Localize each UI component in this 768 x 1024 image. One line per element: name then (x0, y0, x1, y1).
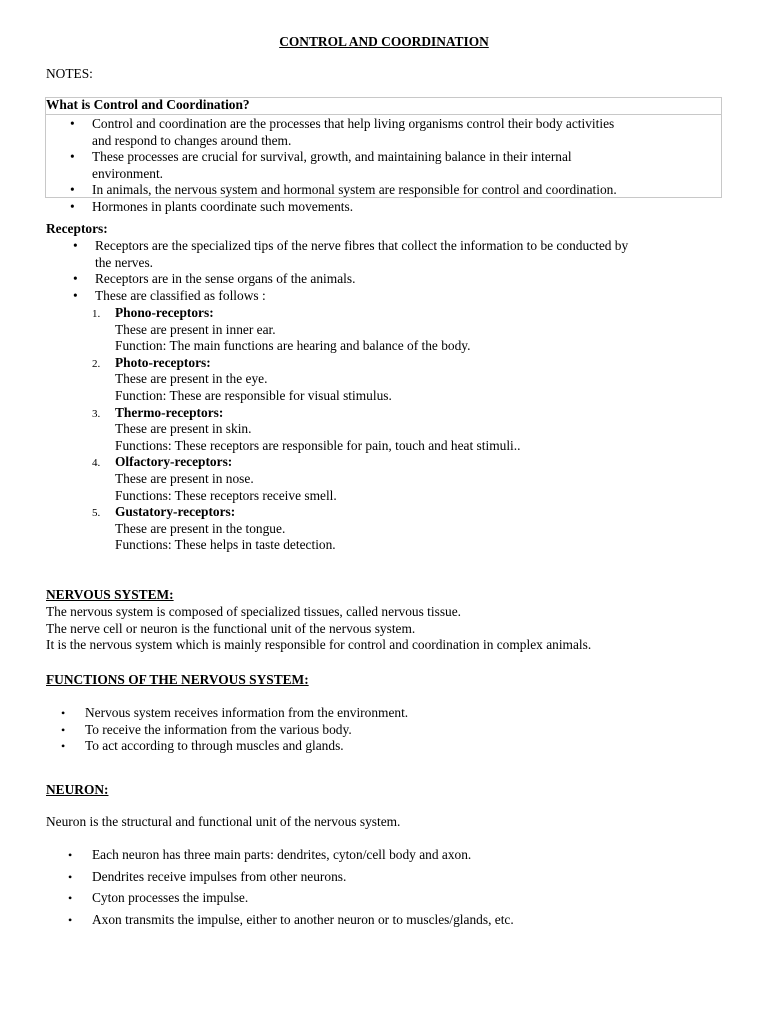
list-item (73, 271, 725, 288)
list-item (68, 890, 732, 907)
list-item-text: In animals, the nervous system and hormonal system are responsible for control and coordination. (92, 182, 617, 198)
receptor-name: Gustatory-receptors: (115, 504, 236, 520)
list-item (70, 149, 722, 182)
list-item (61, 705, 725, 722)
receptor-function: Function: These are responsible for visual stimulus. (115, 387, 392, 403)
receptor-location: These are present in nose. (115, 470, 254, 486)
list-item-text: the nerves. (95, 254, 154, 270)
neuron-intro: Neuron is the structural and functional unit of the nervous system. (46, 814, 401, 829)
receptor-name: Photo-receptors: (115, 354, 211, 370)
receptor-function: Functions: These receptors receive smell. (115, 487, 337, 503)
document-title: CONTROL AND COORDINATION (279, 34, 489, 49)
receptor-type-item (92, 454, 715, 504)
list-item (70, 182, 722, 199)
list-item-text: These are classified as follows : (95, 287, 266, 303)
receptor-function: Functions: These receptors are responsible for pain, touch and heat stimuli.. (115, 437, 521, 453)
list-item (61, 721, 725, 739)
paragraph-line: The nervous system is composed of specialized tissues, called nervous tissue. (46, 604, 462, 619)
list-item-text: environment. (92, 165, 164, 181)
nervous-system-heading: NERVOUS SYSTEM: (46, 587, 174, 602)
bullet-icon: • (68, 869, 73, 884)
receptor-name: Phono-receptors: (115, 305, 214, 320)
list-number: 4. (92, 457, 101, 470)
bullet-icon: • (68, 848, 73, 862)
bullet-icon: • (61, 706, 66, 720)
list-number: 1. (92, 308, 101, 320)
receptor-type-item (92, 504, 715, 554)
receptors-heading: Receptors: (46, 221, 108, 236)
receptor-location: These are present in inner ear. (115, 321, 276, 337)
neuron-list (68, 847, 732, 928)
list-item (73, 287, 725, 305)
list-item (68, 868, 732, 886)
bullet-icon: • (68, 891, 73, 906)
list-item-text: Hormones in plants coordinate such movements. (92, 198, 354, 214)
bullet-icon: • (70, 116, 75, 131)
list-item-text: Axon transmits the impulse, either to another neuron or to muscles/glands, etc. (92, 911, 514, 927)
list-item-text: To receive the information from the various body. (85, 721, 352, 737)
intro-heading: What is Control and Coordination? (46, 97, 250, 112)
bullet-icon: • (61, 739, 66, 754)
receptor-type-item (92, 305, 715, 355)
list-item (61, 738, 725, 755)
list-item-text: These processes are crucial for survival, growth, and maintaining balance in their internal (92, 149, 572, 165)
functions-heading: FUNCTIONS OF THE NERVOUS SYSTEM: (46, 672, 309, 687)
notes-label: NOTES: (46, 66, 93, 81)
list-number: 5. (92, 507, 101, 520)
receptor-function: Functions: These helps in taste detection. (115, 537, 336, 553)
list-item (70, 116, 722, 149)
bullet-icon: • (73, 287, 78, 303)
list-item-text: To act according to through muscles and glands. (85, 738, 344, 754)
list-item-text: and respond to changes around them. (92, 132, 292, 148)
bullet-icon: • (68, 912, 73, 927)
list-item-text: Each neuron has three main parts: dendrites, cyton/cell body and axon. (92, 847, 472, 862)
receptor-function: Function: The main functions are hearing and balance of the body. (115, 338, 471, 354)
list-item-text: Receptors are in the sense organs of the animals. (95, 271, 356, 287)
bullet-icon: • (73, 271, 78, 287)
list-item (73, 238, 725, 271)
receptor-types-list (92, 305, 715, 554)
receptor-type-item (92, 354, 715, 405)
bullet-icon: • (70, 149, 75, 165)
receptor-type-item (92, 404, 715, 455)
intro-list (70, 116, 722, 216)
list-number: 2. (92, 357, 101, 370)
paragraph-line: It is the nervous system which is mainly responsible for control and coordination in complex animals. (46, 637, 592, 653)
neuron-heading: NEURON: (46, 782, 109, 797)
bullet-icon: • (70, 182, 75, 198)
list-item-text: Cyton processes the impulse. (92, 890, 249, 906)
list-item-text: Receptors are the specialized tips of the nerve fibres that collect the information to be conducted by (95, 238, 629, 253)
receptors-list (73, 238, 725, 304)
list-number: 3. (92, 407, 101, 420)
list-item (68, 911, 732, 929)
bullet-icon: • (61, 722, 66, 737)
list-item-text: Dendrites receive impulses from other neurons. (92, 868, 347, 884)
receptor-name: Olfactory-receptors: (115, 454, 233, 470)
list-item (70, 198, 722, 216)
bullet-icon: • (73, 238, 78, 253)
receptor-name: Thermo-receptors: (115, 404, 224, 420)
list-item-text: Nervous system receives information from the environment. (85, 705, 409, 720)
paragraph-line: The nerve cell or neuron is the functional unit of the nervous system. (46, 620, 416, 636)
intro-box-divider (45, 114, 722, 115)
functions-list (61, 705, 725, 755)
list-item-text: Control and coordination are the processes that help living organisms control their body activities (92, 116, 615, 131)
list-item (68, 847, 732, 864)
bullet-icon: • (70, 198, 75, 214)
receptor-location: These are present in the tongue. (115, 520, 286, 536)
receptor-location: These are present in the eye. (115, 371, 268, 387)
receptor-location: These are present in skin. (115, 421, 252, 437)
nervous-system-text (46, 604, 746, 654)
